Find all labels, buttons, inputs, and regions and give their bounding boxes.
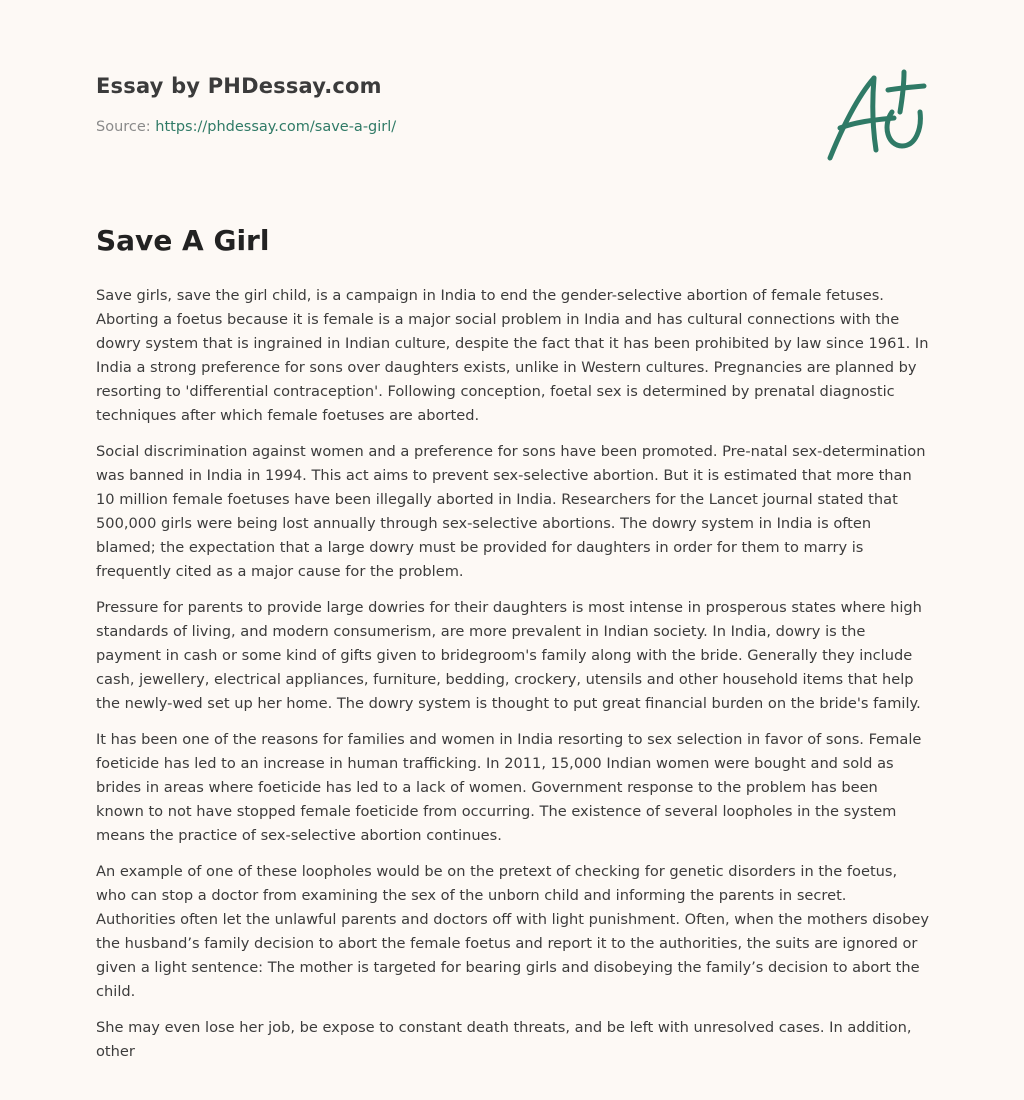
essay-paragraph: Pressure for parents to provide large dowries for their daughters is most intense in prosperous states where high standards of living, and modern consumerism, are more prevalent in Indian society. In India, dowry is the payment in cash or some kind of gifts given to bridegroom's family along with the bride. Generally they include cash, jewellery, electrical appliances, furniture, bedding, crockery, utensils and other household items that help the newly-wed set up her home. The dowry system is thought to put great financial burden on the bride's family. (96, 599, 922, 712)
essay-paragraph: An example of one of these loopholes would be on the pretext of checking for genetic disorders in the foetus, who can stop a doctor from examining the sex of the unborn child and informing the parents in secret. Authorities often let the unlawful parents and doctors off with light punishment. Often, when the mothers disobey the husband’s family decision to abort the female foetus and report it to the authorities, the suits are ignored or given a light sentence: The mother is targeted for bearing girls and disobeying the family’s decision to abort the child. (96, 863, 929, 1000)
site-title: Essay by PHDessay.com (96, 74, 382, 98)
a-plus-logo (822, 66, 930, 166)
a-plus-logo-icon (822, 66, 930, 166)
source-link[interactable]: https://phdessay.com/save-a-girl/ (155, 119, 397, 135)
source-label: Source: (96, 119, 151, 135)
essay-paragraph: Save girls, save the girl child, is a campaign in India to end the gender-selective abortion of female fetuses. Aborting a foetus because it is female is a major social problem in India and has cultural connections with the dowry system that is ingrained in Indian culture, despite the fact that it has been prohibited by law since 1961. In India a strong preference for sons over daughters exists, unlike in Western cultures. Pregnancies are planned by resorting to 'differential contraception'. Following conception, foetal sex is determined by prenatal diagnostic techniques after which female foetuses are aborted. (96, 287, 929, 424)
essay-paragraph: She may even lose her job, be expose to constant death threats, and be left with unresolved cases. In addition, other (96, 1019, 912, 1060)
essay-paragraph: Social discrimination against women and a preference for sons have been promoted. Pre-natal sex-determination was banned in India in 1994. This act aims to prevent sex-selective abortion. But it is estimated that more than 10 million female foetuses have been illegally aborted in India. Researchers for the Lancet journal stated that 500,000 girls were being lost annually through sex-selective abortions. The dowry system in India is often blamed; the expectation that a large dowry must be provided for daughters in order for them to marry is frequently cited as a major cause for the problem. (96, 443, 926, 580)
essay-body (96, 284, 930, 1076)
page-header (96, 74, 696, 135)
essay-title: Save A Girl (96, 224, 270, 257)
source-line (96, 119, 696, 135)
essay-paragraph: It has been one of the reasons for families and women in India resorting to sex selection in favor of sons. Female foeticide has led to an increase in human trafficking. In 2011, 15,000 Indian women were bought and sold as brides in areas where foeticide has led to a lack of women. Government response to the problem has been known to not have stopped female foeticide from occurring. The existence of several loopholes in the system means the practice of sex-selective abortion continues. (96, 731, 922, 844)
